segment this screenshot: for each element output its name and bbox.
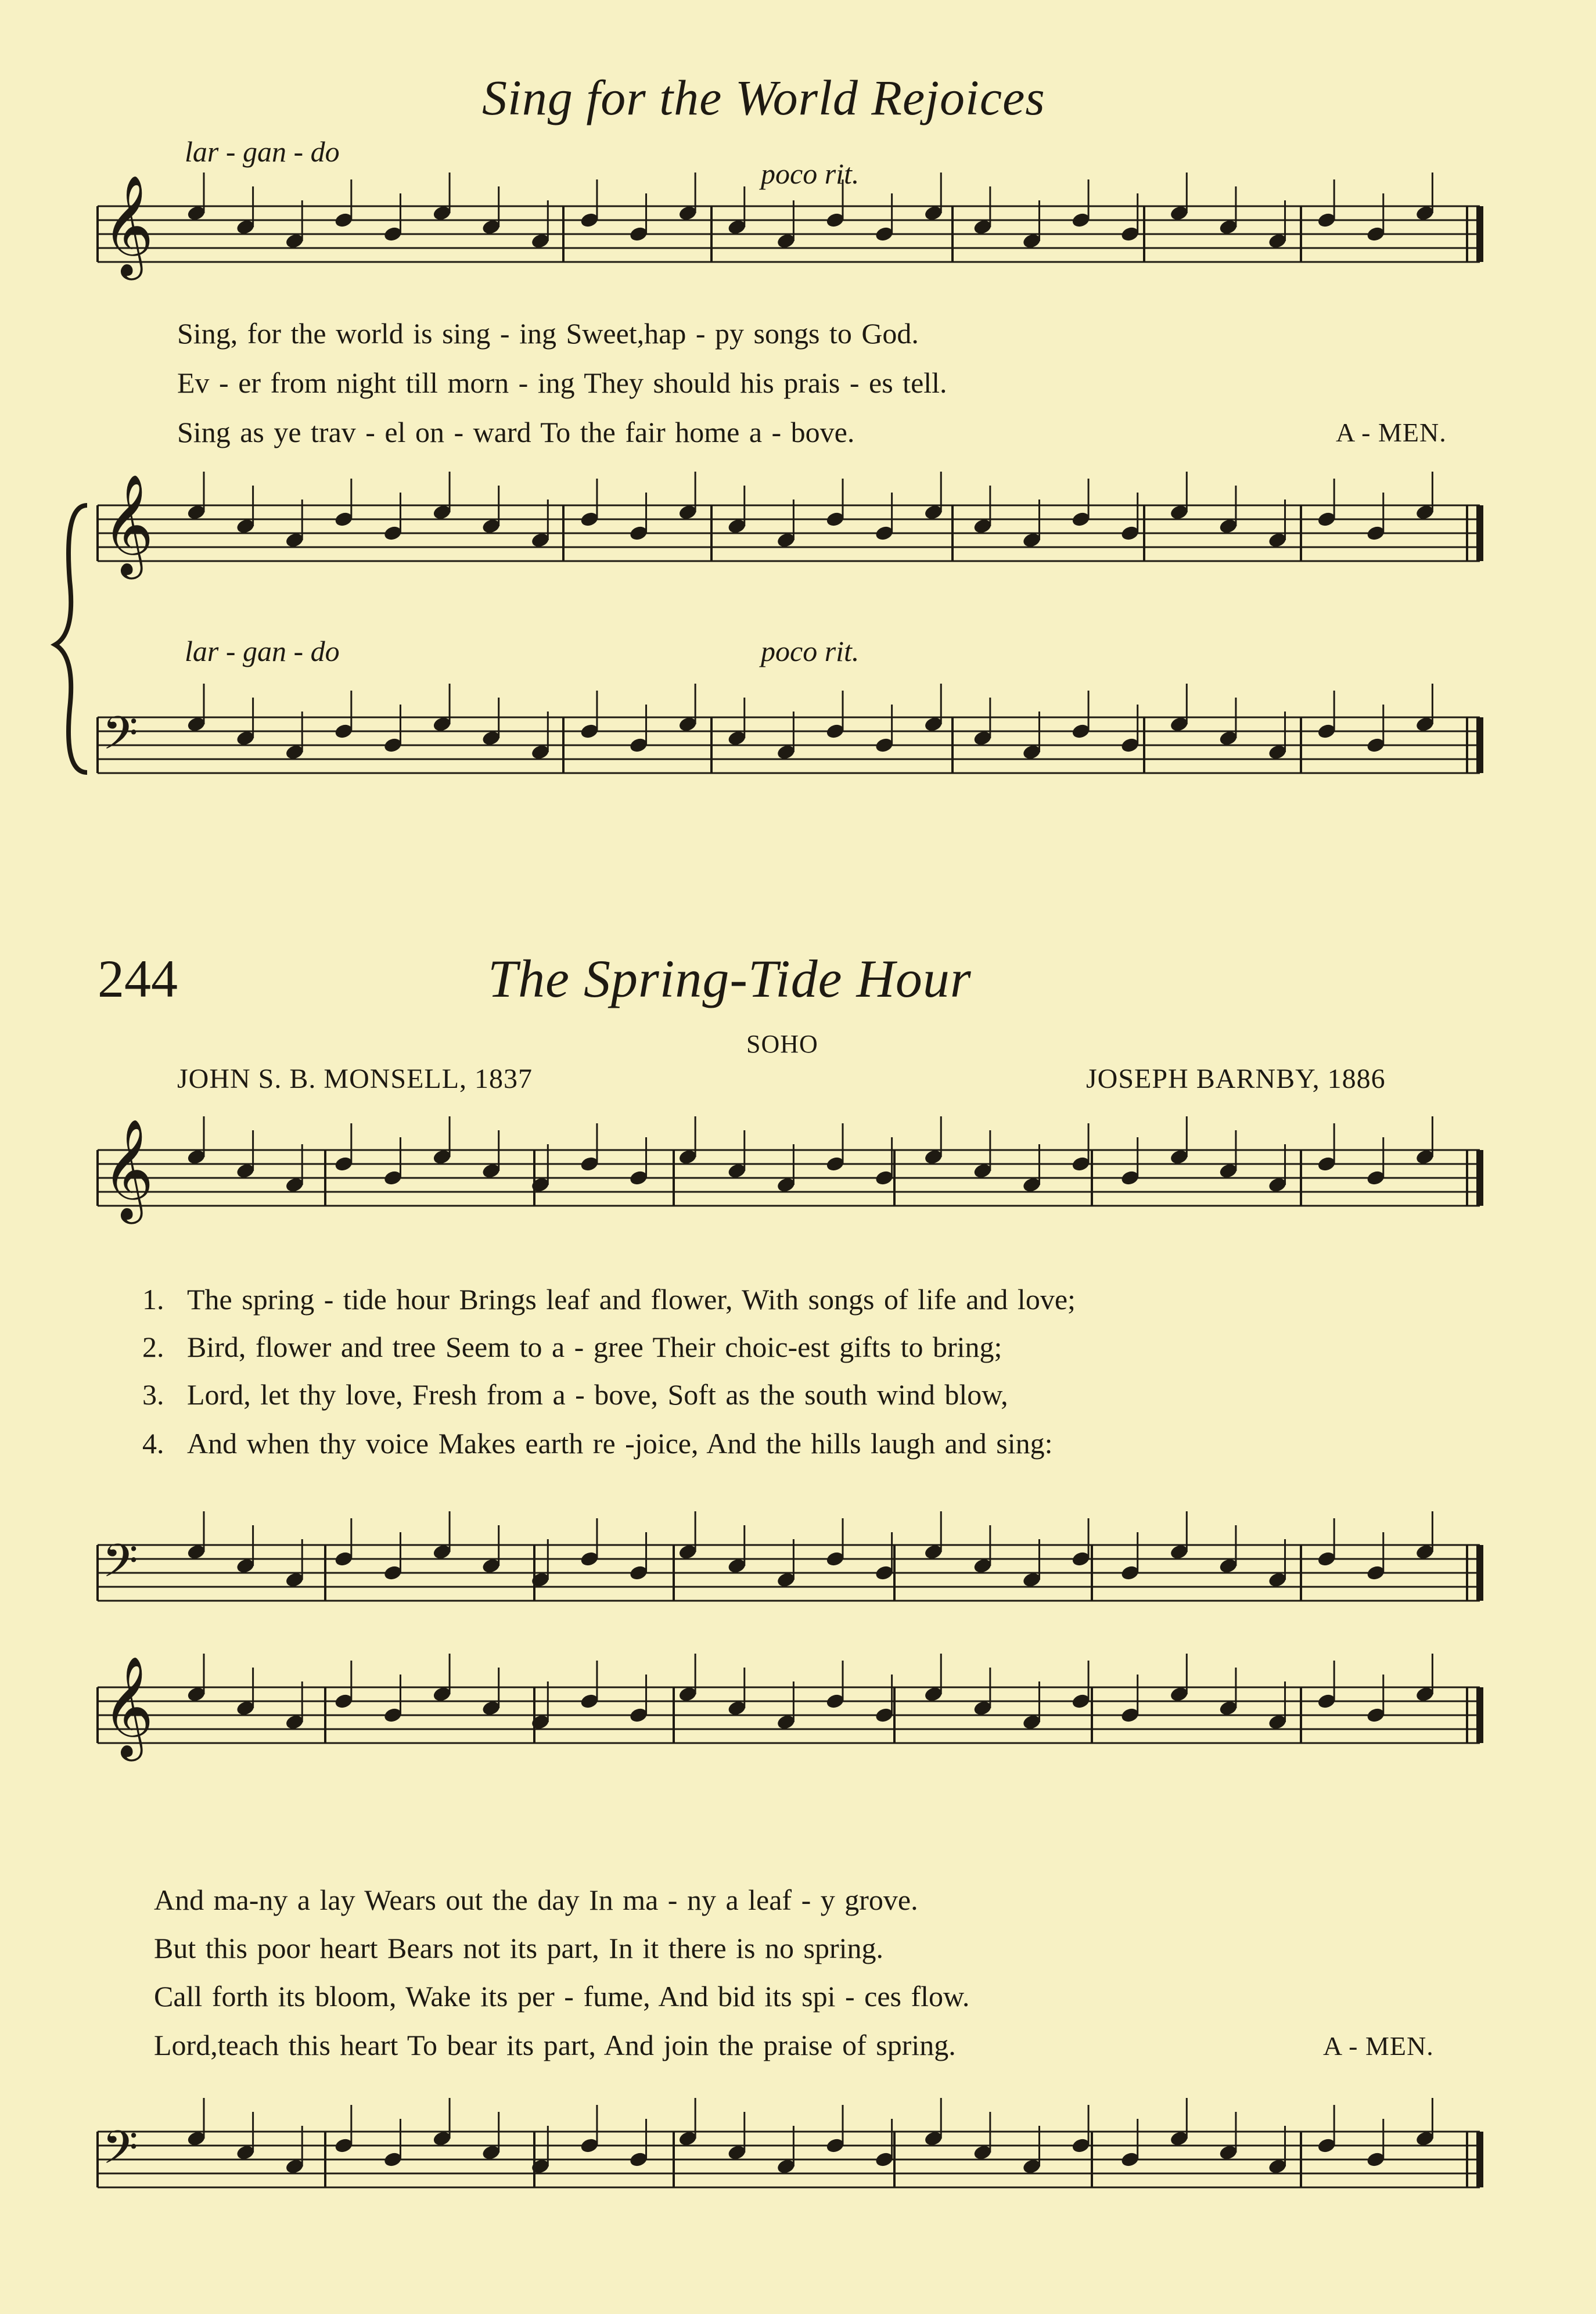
lyric-line-b-2: But this poor heart Bears not its part, In it there is no spring.: [154, 1932, 883, 1964]
amen-top: A - MEN.: [1336, 418, 1447, 447]
staff-top-treble: [98, 505, 1480, 561]
dynamic-poco-rit-top: poco rit.: [761, 157, 860, 190]
lyric-line-a-4: And when thy voice Makes earth re -joice, And the hills laugh and sing:: [187, 1427, 1053, 1460]
lyric-line-b-1: And ma-ny a lay Wears out the day In ma - ny a leaf - y grove.: [154, 1884, 918, 1916]
staff-bottom-bass-2: [98, 2132, 1480, 2187]
lyric-line-b-4: Lord,teach this heart To bear its part, And join the praise of spring.: [154, 2029, 956, 2061]
lyric-line-b-3: Call forth its bloom, Wake its per - fume, And bid its spi - ces flow.: [154, 1980, 970, 2013]
staff-top-bass: [98, 717, 1480, 773]
lyric-line-a-1: The spring - tide hour Brings leaf and flower, With songs of life and love;: [187, 1283, 1076, 1316]
lyric-line-a-2: Bird, flower and tree Seem to a - gree Their choic-est gifts to bring;: [187, 1331, 1002, 1363]
verse-number: 2.: [142, 1331, 164, 1363]
hymn-title-bottom: The Spring-Tide Hour: [488, 949, 972, 1008]
dynamic-poco-rit-mid: poco rit.: [761, 635, 860, 667]
dynamic-largando-top: lar - gan - do: [185, 135, 340, 168]
tune-name: SOHO: [746, 1030, 818, 1058]
verse-number: 3.: [142, 1378, 164, 1411]
bass-clef-icon: 𝄢: [102, 706, 138, 771]
lyric-line-a-3: Lord, let thy love, Fresh from a - bove, Soft as the south wind blow,: [187, 1378, 1008, 1411]
treble-clef-icon: 𝄞: [102, 175, 154, 276]
treble-clef-icon: 𝄞: [102, 474, 154, 575]
staff-bottom-treble-1: [98, 1150, 1480, 1206]
amen-bottom: A - MEN.: [1323, 2031, 1434, 2061]
author-credit: JOHN S. B. MONSELL, 1837: [177, 1063, 533, 1094]
lyric-line-top-1: Sing, for the world is sing - ing Sweet,hap - py songs to God.: [177, 317, 919, 350]
hymn-title-top: Sing for the World Rejoices: [482, 70, 1045, 125]
system-brace: [55, 505, 87, 772]
lyric-line-top-2: Ev - er from night till morn - ing They should his prais - es tell.: [177, 366, 947, 399]
composer-credit: JOSEPH BARNBY, 1886: [1086, 1063, 1386, 1094]
staff-top-melody: [98, 206, 1480, 262]
verse-number: 4.: [142, 1427, 164, 1460]
hymn-number: 244: [98, 949, 178, 1008]
staff-bottom-bass-1: [98, 1545, 1480, 1601]
staff-bottom-treble-2: [98, 1687, 1480, 1743]
dynamic-largando-mid: lar - gan - do: [185, 635, 340, 667]
bass-clef-icon: 𝄢: [102, 2121, 138, 2186]
treble-clef-icon: 𝄞: [102, 1656, 154, 1757]
bass-clef-icon: 𝄢: [102, 1534, 138, 1599]
treble-clef-icon: 𝄞: [102, 1119, 154, 1220]
verse-number: 1.: [142, 1283, 164, 1316]
lyric-line-top-3: Sing as ye trav - el on - ward To the fair home a - bove.: [177, 416, 855, 448]
